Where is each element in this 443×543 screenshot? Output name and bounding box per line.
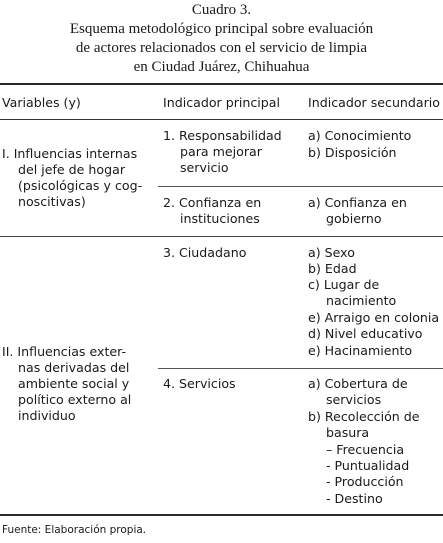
variable-2-line-3: ambiente social y: [18, 376, 130, 391]
table-top-rule: [0, 83, 443, 85]
secondary-4b-cont: basura: [326, 425, 370, 440]
indicator-2-line-2: instituciones: [180, 211, 260, 226]
variable-1-line-2: del jefe de hogar: [18, 162, 125, 177]
inner-rule-1: [158, 186, 443, 187]
secondary-4a-cont: servicios: [326, 392, 382, 407]
secondary-1a: a) Conocimiento: [308, 128, 412, 143]
secondary-3d: d) Nivel educativo: [308, 326, 423, 341]
secondary-3b: b) Edad: [308, 261, 357, 276]
secondary-4a: a) Cobertura de: [308, 376, 408, 391]
indicator-1-line-3: servicio: [180, 160, 229, 175]
secondary-3e2: e) Hacinamiento: [308, 343, 413, 358]
variable-1-line-1: I. Influencias internas: [2, 146, 138, 161]
variable-2-line-2: nas derivadas del: [18, 360, 130, 375]
secondary-4b: b) Recolección de: [308, 409, 420, 424]
variable-2-line-5: individuo: [18, 408, 76, 423]
secondary-3c: c) Lugar de: [308, 277, 380, 292]
header-rule: [0, 119, 443, 120]
indicator-1-line-2: para mejorar: [180, 144, 262, 159]
table-caption-line-3: en Ciudad Juárez, Chihuahua: [133, 59, 310, 75]
table-bottom-rule: [0, 514, 443, 516]
secondary-3a: a) Sexo: [308, 245, 355, 260]
secondary-4-sub-4: - Destino: [326, 491, 383, 506]
variable-2-line-4: político externo al: [18, 392, 132, 407]
header-secondary-indicator: Indicador secundario: [308, 95, 441, 110]
indicator-3: 3. Ciudadano: [163, 245, 247, 260]
variable-2-line-1: II. Influencias exter-: [2, 344, 127, 359]
table-caption-number: Cuadro 3.: [191, 2, 252, 18]
indicator-1-line-1: 1. Responsabilidad: [163, 128, 282, 143]
secondary-4-sub-1: – Frecuencia: [326, 442, 405, 457]
header-variables: Variables (y): [2, 95, 81, 110]
inner-rule-2: [158, 368, 443, 369]
table-caption-line-2: de actores relacionados con el servicio de limpia: [75, 40, 368, 56]
secondary-2a-cont: gobierno: [326, 211, 382, 226]
table-caption-line-1: Esquema metodológico principal sobre evaluación: [69, 21, 374, 37]
table-source-note: Fuente: Elaboración propia.: [2, 524, 147, 536]
secondary-4-sub-2: - Puntualidad: [326, 458, 410, 473]
indicator-4: 4. Servicios: [163, 376, 236, 391]
secondary-3e1: e) Arraigo en colonia: [308, 310, 440, 325]
secondary-1b: b) Disposición: [308, 145, 397, 160]
secondary-2a: a) Confianza en: [308, 195, 407, 210]
indicator-2-line-1: 2. Confianza en: [163, 195, 262, 210]
header-main-indicator: Indicador principal: [163, 95, 280, 110]
secondary-3c-cont: nacimiento: [326, 293, 397, 308]
variable-1-line-4: noscitivas): [18, 194, 86, 209]
variable-1-line-3: (psicológicas y cog-: [18, 178, 143, 193]
group-rule: [0, 236, 443, 237]
secondary-4-sub-3: - Producción: [326, 474, 404, 489]
